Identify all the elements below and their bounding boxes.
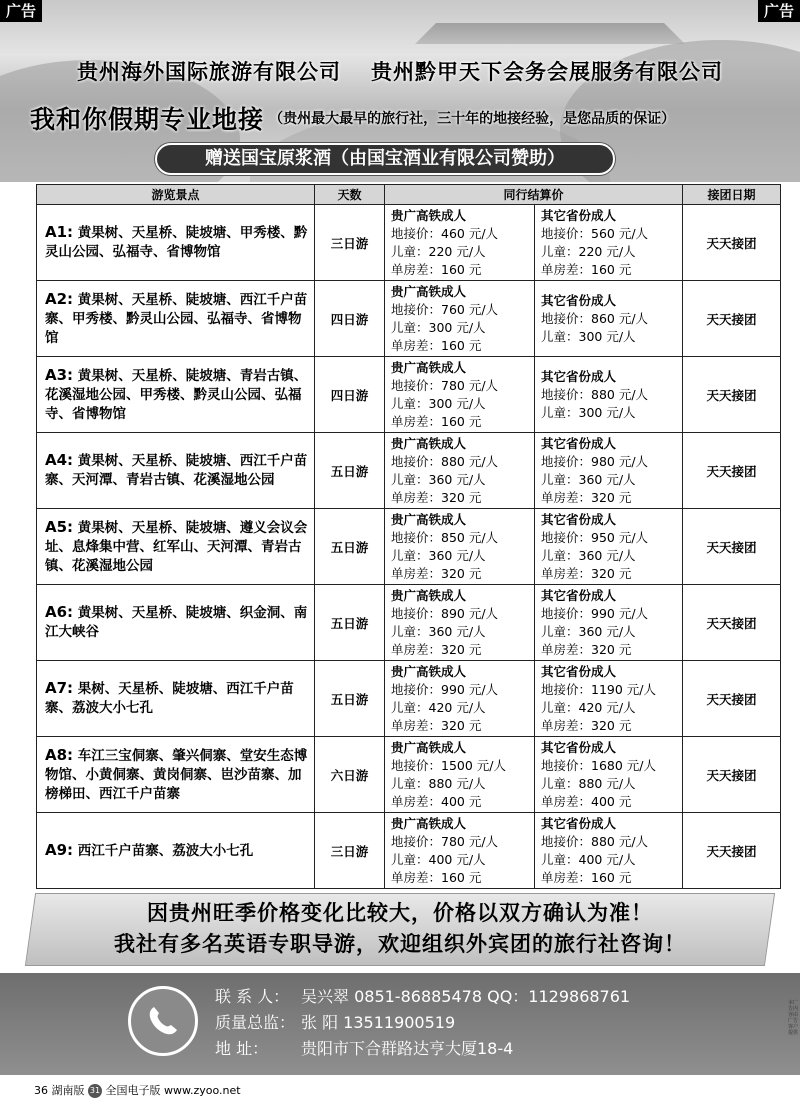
table-row [37,281,781,357]
route-sites: 黄果树、天星桥、陡坡塘、西江千户苗寨、甲秀楼、黔灵山公园、弘福寺、省博物馆 [45,291,308,346]
page-footer [34,1082,241,1098]
price-line: 地接价：990 元/人 [391,681,499,697]
price-line: 贵广高铁成人 [391,815,467,831]
company-name-2: 贵州黔甲天下会务会展服务有限公司 [371,60,723,84]
price-cell-left [385,357,535,433]
price-cell-right [535,357,683,433]
price-line: 其它省份成人 [541,511,617,527]
price-line: 儿童：360 元/人 [541,547,636,563]
phone-handset-icon [143,1001,183,1041]
route-code: A7: [45,679,74,697]
price-line: 儿童：220 元/人 [391,243,486,259]
company-name-1: 贵州海外国际旅游有限公司 [77,60,341,84]
route-daily: 天天接团 [683,357,781,433]
price-line: 地接价：850 元/人 [391,529,499,545]
address-row [215,1036,630,1062]
price-line: 贵广高铁成人 [391,435,467,451]
price-line: 儿童：880 元/人 [541,775,636,791]
slogan: 我和你假期专业地接 [30,105,265,134]
route-code: A2: [45,289,74,308]
side-disclaimer: 本广告内容由广告客户提供 [788,1000,799,1036]
price-line: 儿童：220 元/人 [541,243,636,259]
price-table [36,184,781,889]
route-code: A1: [45,223,74,241]
price-line: 单房差：400 元 [391,793,482,809]
route-cell [37,509,315,585]
header-days: 天数 [315,185,385,205]
table-row [37,509,781,585]
route-sites: 黄果树、天星桥、陡坡塘、遵义会议会址、息烽集中营、红军山、天河潭、青岩古镇、花溪湿地公园 [45,519,308,574]
address-value: 贵阳市下合群路达亨大厦18-4 [301,1039,514,1058]
price-line: 儿童：420 元/人 [391,699,486,715]
price-line: 单房差：320 元 [541,565,632,581]
price-line: 地接价：990 元/人 [541,605,649,621]
route-days: 三日游 [315,813,385,889]
price-line: 单房差：160 元 [391,413,482,429]
route-code: A4: [45,451,74,469]
price-line: 单房差：320 元 [391,565,482,581]
price-cell-left [385,509,535,585]
company-names [0,56,800,86]
price-cell-left [385,205,535,281]
price-cell-left [385,433,535,509]
price-line: 儿童：360 元/人 [541,471,636,487]
price-cell-right [535,737,683,813]
table-row [37,357,781,433]
page-number: 36 [34,1084,48,1097]
price-cell-left [385,661,535,737]
contact-person-label: 联 系 人： [215,987,290,1006]
route-code: A8: [45,745,74,764]
route-daily: 天天接团 [683,433,781,509]
table-row [37,661,781,737]
price-cell-right [535,813,683,889]
price-line: 贵广高铁成人 [391,587,467,603]
route-days: 五日游 [315,661,385,737]
route-daily: 天天接团 [683,737,781,813]
price-line: 儿童：300 元/人 [391,319,486,335]
phone-icon [128,986,198,1056]
notice-line-2: 我社有多名英语专职导游，欢迎组织外宾团的旅行社咨询！ [114,932,686,956]
route-cell [37,357,315,433]
price-line: 儿童：400 元/人 [391,851,486,867]
table-row [37,813,781,889]
price-line: 地接价：460 元/人 [391,225,499,241]
header-price: 同行结算价 [385,185,683,205]
price-cell-left [385,813,535,889]
header-date: 接团日期 [683,185,781,205]
address-label: 地 址： [215,1039,269,1058]
price-line: 地接价：1500 元/人 [391,757,506,773]
route-days: 四日游 [315,357,385,433]
table-row [37,205,781,281]
price-line: 单房差：160 元 [391,337,482,353]
route-code: A6: [45,603,74,621]
route-sites: 黄果树、天星桥、陡坡塘、甲秀楼、黔灵山公园、弘福寺、省博物馆 [45,225,308,260]
route-daily: 天天接团 [683,661,781,737]
price-line: 其它省份成人 [541,815,617,831]
route-cell [37,433,315,509]
price-line: 地接价：890 元/人 [391,605,499,621]
notice-text [30,898,770,960]
route-code: A5: [45,517,74,536]
site-text: 全国电子版 www.zyoo.net [105,1084,241,1097]
route-sites: 西江千户苗寨、荔波大小七孔 [77,842,254,859]
price-line: 儿童：420 元/人 [541,699,636,715]
price-cell-right [535,433,683,509]
price-line: 儿童：360 元/人 [391,547,486,563]
route-days: 五日游 [315,509,385,585]
banner-building-image [400,14,700,44]
table-row [37,737,781,813]
price-line: 儿童：880 元/人 [391,775,486,791]
contact-person-value: 吴兴翠 0851-86885478 QQ：1129868761 [301,987,631,1006]
route-cell [37,281,315,357]
route-daily: 天天接团 [683,509,781,585]
route-days: 五日游 [315,433,385,509]
price-line: 儿童：300 元/人 [541,328,636,344]
route-code: A9: [45,840,74,859]
quality-director-value: 张 阳 13511900519 [301,1013,456,1032]
price-line: 儿童：300 元/人 [391,395,486,411]
price-cell-left [385,281,535,357]
quality-director-label: 质量总监： [215,1013,296,1032]
route-cell [37,205,315,281]
price-line: 单房差：160 元 [541,261,632,277]
notice-line-1: 因贵州旺季价格变化比较大，价格以双方确认为准！ [147,901,653,925]
price-cell-left [385,585,535,661]
price-line: 其它省份成人 [541,663,617,679]
table-header-row [37,185,781,205]
price-line: 地接价：880 元/人 [541,833,649,849]
price-line: 单房差：320 元 [541,489,632,505]
price-line: 单房差：320 元 [391,641,482,657]
route-sites: 黄果树、天星桥、陡坡塘、西江千户苗寨、天河潭、青岩古镇、花溪湿地公园 [45,453,308,488]
price-cell-left [385,737,535,813]
price-line: 贵广高铁成人 [391,359,467,375]
contact-info [215,984,630,1062]
contact-person-row [215,984,630,1010]
edition-label: 湖南版 [51,1084,85,1097]
price-line: 地接价：560 元/人 [541,225,649,241]
price-line: 地接价：1190 元/人 [541,681,656,697]
price-cell-right [535,205,683,281]
price-cell-right [535,661,683,737]
price-line: 贵广高铁成人 [391,283,467,299]
price-line: 地接价：760 元/人 [391,301,499,317]
route-cell [37,661,315,737]
price-line: 单房差：320 元 [391,489,482,505]
price-line: 其它省份成人 [541,739,617,755]
price-line: 单房差：160 元 [391,869,482,885]
price-line: 贵广高铁成人 [391,739,467,755]
price-line: 儿童：400 元/人 [541,851,636,867]
price-cell-right [535,585,683,661]
route-cell [37,585,315,661]
route-daily: 天天接团 [683,813,781,889]
price-line: 单房差：400 元 [541,793,632,809]
route-sites: 果树、天星桥、陡坡塘、西江千户苗寨、荔波大小七孔 [45,681,294,716]
route-sites: 黄果树、天星桥、陡坡塘、青岩古镇、花溪湿地公园、甲秀楼、黔灵山公园、弘福寺、省博物馆 [45,367,308,422]
route-daily: 天天接团 [683,585,781,661]
slogan-row [30,100,790,136]
price-line: 儿童：360 元/人 [391,623,486,639]
ad-tag-left: 广告 [0,0,42,22]
ad-tag-right: 广告 [758,0,800,22]
price-line: 地接价：980 元/人 [541,453,649,469]
header-sites: 游览景点 [37,185,315,205]
price-line: 儿童：300 元/人 [541,404,636,420]
route-cell [37,737,315,813]
route-days: 六日游 [315,737,385,813]
slogan-sub: （贵州最大最早的旅行社，三十年的地接经验，是您品质的保证） [269,111,676,127]
route-days: 三日游 [315,205,385,281]
price-line: 其它省份成人 [541,292,617,308]
price-table-wrapper [36,184,780,889]
price-line: 贵广高铁成人 [391,207,467,223]
price-line: 地接价：880 元/人 [541,386,649,402]
price-line: 地接价：1680 元/人 [541,757,656,773]
price-line: 单房差：320 元 [541,641,632,657]
route-cell [37,813,315,889]
route-daily: 天天接团 [683,205,781,281]
edition-badge: 31 [88,1084,102,1098]
price-line: 地接价：950 元/人 [541,529,649,545]
price-line: 单房差：160 元 [541,869,632,885]
price-line: 单房差：320 元 [391,717,482,733]
route-days: 五日游 [315,585,385,661]
price-line: 单房差：320 元 [541,717,632,733]
price-line: 地接价：880 元/人 [391,453,499,469]
price-line: 儿童：360 元/人 [541,623,636,639]
price-cell-right [535,281,683,357]
price-cell-right [535,509,683,585]
route-daily: 天天接团 [683,281,781,357]
table-row [37,585,781,661]
route-sites: 车江三宝侗寨、肇兴侗寨、堂安生态博物馆、小黄侗寨、黄岗侗寨、岜沙苗寨、加榜梯田、西江千户苗寨 [45,747,308,802]
price-line: 单房差：160 元 [391,261,482,277]
price-line: 贵广高铁成人 [391,663,467,679]
table-body [37,205,781,889]
route-sites: 黄果树、天星桥、陡坡塘、织金洞、南江大峡谷 [45,605,308,640]
price-line: 地接价：860 元/人 [541,310,649,326]
quality-director-row [215,1010,630,1036]
price-line: 地接价：780 元/人 [391,833,499,849]
price-line: 其它省份成人 [541,207,617,223]
price-line: 地接价：780 元/人 [391,377,499,393]
route-days: 四日游 [315,281,385,357]
gift-banner: 赠送国宝原浆酒（由国宝酒业有限公司赞助） [155,143,615,175]
table-row [37,433,781,509]
price-line: 儿童：360 元/人 [391,471,486,487]
route-code: A3: [45,365,74,384]
price-line: 其它省份成人 [541,435,617,451]
price-line: 贵广高铁成人 [391,511,467,527]
price-line: 其它省份成人 [541,368,617,384]
price-line: 其它省份成人 [541,587,617,603]
